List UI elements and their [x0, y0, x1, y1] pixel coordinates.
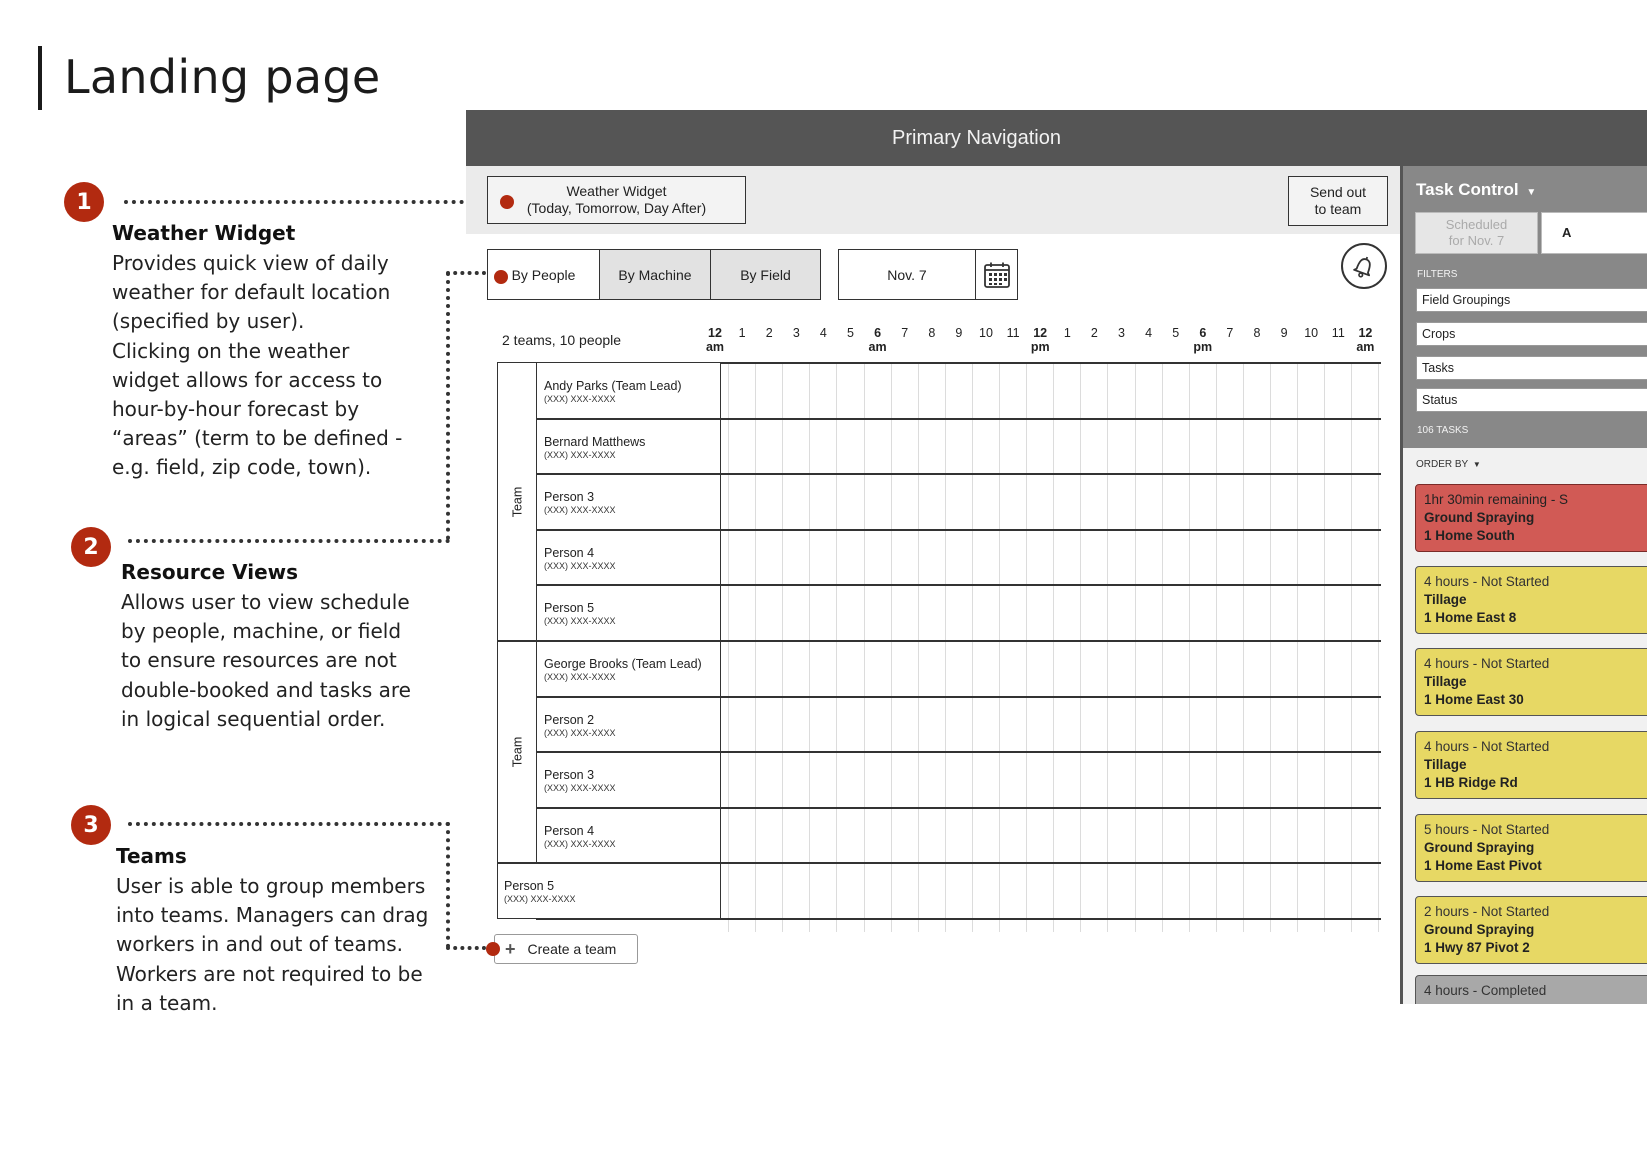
row-divider	[497, 640, 1381, 642]
task-card[interactable]	[1415, 566, 1647, 634]
task-card[interactable]	[1415, 896, 1647, 964]
hour-tick-label	[1161, 326, 1191, 340]
hour-tick-value: 1	[1063, 326, 1071, 340]
hour-tick-value: 3	[1118, 326, 1125, 340]
task-card-task: Tillage	[1424, 592, 1467, 607]
task-card-task: Tillage	[1424, 674, 1467, 689]
primary-navigation[interactable]	[466, 110, 1647, 166]
task-control-panel	[1400, 166, 1647, 1004]
hour-gridline	[891, 362, 892, 932]
person-phone: (XXX) XXX-XXXX	[544, 449, 616, 460]
hour-gridline	[1270, 362, 1271, 932]
hour-gridline	[1026, 362, 1027, 932]
view-by-people-tab[interactable]: By People	[488, 250, 599, 299]
hour-tick-value: 6	[1199, 326, 1207, 340]
task-card-status: 4 hours - Not Started	[1424, 656, 1550, 671]
hour-gridline	[1324, 362, 1325, 932]
create-team-button[interactable]	[494, 934, 638, 964]
hour-gridline	[1351, 362, 1352, 932]
hour-gridline	[1297, 362, 1298, 932]
annotation-2-heading: Resource Views	[121, 560, 299, 584]
person-phone: (XXX) XXX-XXXX	[544, 672, 616, 682]
hour-gridline	[1378, 362, 1379, 932]
hour-gridline	[1189, 362, 1190, 932]
hour-tick-value: 10	[1304, 326, 1319, 340]
person-phone: (XXX) XXX-XXXX	[544, 783, 616, 794]
hour-gridline	[1216, 362, 1217, 932]
hour-tick-period: am	[705, 340, 725, 354]
hour-tick-value: 6	[874, 326, 882, 340]
hour-gridline	[972, 362, 973, 932]
send-button-line2: to team	[1314, 201, 1362, 217]
weather-widget-subtitle: (Today, Tomorrow, Day After)	[526, 200, 707, 216]
row-divider	[536, 473, 1381, 475]
hour-tick-label	[700, 326, 730, 354]
plus-icon: +	[505, 938, 516, 959]
title-accent-bar	[38, 46, 42, 110]
row-divider	[497, 862, 1381, 864]
row-divider	[536, 584, 1381, 586]
annotation-2-leader-vertical	[446, 272, 450, 540]
task-card-status: 2 hours - Not Started	[1424, 904, 1550, 919]
task-card[interactable]	[1415, 731, 1647, 799]
task-card-task: Tillage	[1424, 757, 1467, 772]
tab-scheduled[interactable]	[1415, 212, 1538, 254]
hour-tick-value: 2	[1090, 326, 1098, 340]
hour-gridline	[1053, 362, 1054, 932]
annotation-2-badge: 2	[71, 527, 111, 567]
person-phone: (XXX) XXX-XXXX	[544, 838, 616, 849]
hour-tick-period: pm	[1030, 340, 1050, 354]
row-divider	[536, 696, 1381, 698]
person-row[interactable]	[538, 530, 722, 586]
hour-gridline	[809, 362, 810, 932]
annotation-1-marker	[500, 195, 514, 209]
hour-gridline	[1135, 362, 1136, 932]
weather-widget-title: Weather Widget	[566, 183, 667, 199]
hour-tick-value: 9	[1280, 326, 1288, 340]
row-divider	[536, 918, 1381, 920]
hour-gridline	[1243, 362, 1244, 932]
order-by-label: ORDER BY	[1416, 459, 1469, 470]
task-card[interactable]	[1415, 814, 1647, 882]
person-name: Person 2	[544, 712, 595, 727]
team-2-label-text: Team	[509, 736, 524, 768]
hour-tick-value: 10	[979, 326, 993, 340]
person-phone: (XXX) XXX-XXXX	[544, 394, 616, 404]
annotation-3-leader-bottom	[446, 946, 486, 950]
filter-tasks[interactable]: Tasks	[1416, 356, 1647, 380]
task-card-field: 1 Home East 30	[1424, 692, 1524, 707]
filter-status[interactable]: Status	[1416, 388, 1647, 412]
person-phone: (XXX) XXX-XXXX	[544, 727, 616, 738]
person-row[interactable]	[538, 808, 722, 864]
calendar-icon[interactable]	[976, 250, 1017, 299]
hour-tick-value: 5	[1172, 326, 1180, 340]
hour-tick-period: am	[1356, 340, 1375, 354]
person-name: Person 4	[544, 823, 595, 838]
hour-tick-label	[836, 326, 866, 340]
create-team-label: Create a team	[527, 941, 617, 957]
tab-scheduled-line2: for Nov. 7	[1448, 233, 1505, 248]
person-row[interactable]	[538, 641, 722, 697]
person-name: Person 3	[544, 490, 595, 505]
date-value: Nov. 7	[839, 250, 976, 299]
hour-tick-value: 7	[901, 326, 909, 340]
hour-tick-value: 8	[1253, 326, 1261, 340]
task-card-task: Ground Spraying	[1424, 922, 1535, 937]
person-row[interactable]	[538, 363, 722, 419]
hour-tick-label	[781, 326, 811, 340]
task-card-task: Ground Spraying	[1424, 840, 1535, 855]
tab-all[interactable]	[1541, 212, 1647, 254]
annotation-1-badge: 1	[64, 182, 104, 222]
annotation-3-body: User is able to group members into teams. Managers can drag workers in and out of teams. Workers are not required to be in a team.	[116, 874, 429, 1015]
hour-tick-value: 9	[955, 326, 963, 340]
weather-widget-button[interactable]	[487, 176, 746, 224]
person-row[interactable]	[538, 419, 722, 475]
annotation-2-marker	[494, 270, 508, 284]
hour-tick-label	[1215, 326, 1245, 340]
send-button-line1: Send out	[1309, 184, 1367, 200]
person-name: Person 5	[544, 601, 595, 616]
hour-tick-label	[808, 326, 838, 340]
hour-tick-value: 8	[928, 326, 936, 340]
hour-tick-value: 12	[1358, 326, 1373, 340]
task-card-field: 1 Home South	[1424, 528, 1515, 543]
task-count: 106 TASKS	[1417, 425, 1469, 436]
annotation-3-badge: 3	[71, 805, 111, 845]
row-divider	[536, 807, 1381, 809]
hour-tick-label	[863, 326, 893, 354]
hour-tick-label	[1269, 326, 1299, 340]
filter-crops[interactable]: Crops	[1416, 322, 1647, 346]
hour-gridline	[728, 362, 729, 932]
person-name: George Brooks (Team Lead)	[544, 657, 702, 671]
hour-tick-label	[1025, 326, 1055, 354]
person-row[interactable]	[498, 863, 722, 919]
team-1-label-text: Team	[509, 486, 524, 518]
annotation-1-leader	[124, 200, 488, 204]
hour-tick-label	[754, 326, 784, 340]
hour-tick-label	[1350, 326, 1380, 354]
schedule-grid	[497, 362, 1381, 919]
page-title: Landing page	[64, 50, 381, 104]
hour-tick-value: 4	[1145, 326, 1153, 340]
hour-tick-label	[727, 326, 757, 340]
hour-gridline	[1162, 362, 1163, 932]
tab-scheduled-line1: Scheduled	[1445, 217, 1508, 232]
hour-tick-value: 1	[738, 326, 746, 340]
task-card-status: 4 hours - Completed	[1424, 983, 1547, 998]
annotation-1-heading: Weather Widget	[112, 221, 296, 245]
people-summary: 2 teams, 10 people	[502, 332, 622, 348]
view-by-field-tab[interactable]: By Field	[710, 250, 820, 299]
hour-gridline	[918, 362, 919, 932]
annotation-2-leader-top	[446, 271, 486, 275]
row-divider	[536, 529, 1381, 531]
task-card-status: 1hr 30min remaining - S	[1424, 492, 1569, 507]
hour-gridline	[1080, 362, 1081, 932]
team-1-label[interactable]	[498, 363, 537, 641]
hour-tick-label	[917, 326, 947, 340]
filter-field-groupings[interactable]: Field Groupings	[1416, 288, 1647, 312]
hour-gridline	[999, 362, 1000, 932]
person-name: Andy Parks (Team Lead)	[544, 379, 682, 393]
task-control-title[interactable]	[1416, 180, 1536, 200]
task-card-field: 1 Hwy 87 Pivot 2	[1424, 940, 1530, 955]
hour-tick-label	[1107, 326, 1137, 340]
person-row[interactable]	[538, 474, 722, 530]
hour-gridline	[1107, 362, 1108, 932]
hour-gridline	[836, 362, 837, 932]
person-row[interactable]	[538, 697, 722, 753]
person-phone: (XXX) XXX-XXXX	[544, 616, 616, 627]
annotation-3-leader-vertical	[446, 822, 450, 948]
hour-tick-label	[1242, 326, 1272, 340]
task-card[interactable]	[1415, 484, 1647, 552]
hour-tick-label	[1296, 326, 1326, 340]
resource-view-toggle	[487, 249, 821, 300]
hour-tick-label	[1134, 326, 1164, 340]
task-control-title-text: Task Control	[1416, 180, 1519, 199]
annotation-2-leader	[128, 539, 450, 543]
row-divider	[721, 362, 1381, 364]
person-phone: (XXX) XXX-XXXX	[544, 505, 616, 516]
task-card-field: 1 Home East 8	[1424, 610, 1517, 625]
primary-navigation-label: Primary Navigation	[892, 126, 1061, 149]
person-name: Person 3	[544, 768, 595, 783]
row-divider	[536, 751, 1381, 753]
person-phone: (XXX) XXX-XXXX	[544, 560, 616, 571]
hour-tick-value: 12	[1033, 326, 1048, 340]
annotation-3-marker	[486, 942, 500, 956]
hour-tick-value: 11	[1006, 326, 1020, 340]
hour-gridline	[755, 362, 756, 932]
hour-tick-label	[944, 326, 974, 340]
team-2-label[interactable]	[498, 641, 537, 863]
hour-tick-label	[998, 326, 1028, 340]
person-row[interactable]	[538, 752, 722, 808]
task-card-task: Ground Spraying	[1424, 510, 1535, 525]
filters-label: FILTERS	[1417, 269, 1458, 280]
notification-bell-icon[interactable]	[1341, 243, 1387, 289]
person-row[interactable]	[538, 585, 722, 641]
annotation-2-body: Allows user to view schedule by people, machine, or field to ensure resources are not double-booked and tasks are in logical sequential order.	[121, 590, 411, 731]
tab-all-label: A	[1562, 225, 1572, 240]
person-name: Bernard Matthews	[544, 434, 646, 449]
task-card-status: 4 hours - Not Started	[1424, 574, 1550, 589]
hour-tick-value: 7	[1226, 326, 1234, 340]
date-picker[interactable]	[838, 249, 1018, 300]
hour-tick-label	[1188, 326, 1218, 354]
task-card-field: 1 Home East Pivot	[1424, 858, 1542, 873]
view-by-machine-tab[interactable]: By Machine	[599, 250, 710, 299]
hour-tick-period: pm	[1193, 340, 1213, 354]
row-divider	[536, 418, 1381, 420]
task-card-field: 1 HB Ridge Rd	[1424, 775, 1518, 790]
person-name: Person 5	[504, 879, 555, 894]
hour-tick-label	[971, 326, 1001, 340]
task-card-status: 4 hours - Not Started	[1424, 739, 1550, 754]
task-card[interactable]	[1415, 648, 1647, 716]
annotation-3-leader	[128, 822, 450, 826]
order-by-dropdown[interactable]	[1416, 459, 1481, 470]
hour-tick-label	[1052, 326, 1082, 340]
hour-tick-value: 11	[1331, 326, 1345, 340]
hour-tick-value: 3	[792, 326, 800, 340]
hour-tick-value: 12	[708, 326, 722, 340]
task-card-status: 5 hours - Not Started	[1424, 822, 1550, 837]
hour-tick-label	[890, 326, 920, 340]
annotation-1-body: Provides quick view of daily weather for default location (specified by user). Clicking on the weather widget allows for access to hour-by-hour forecast by “areas” (term to be defined - e.g. field, zip code, town).	[112, 251, 403, 480]
hour-tick-value: 4	[819, 326, 827, 340]
task-card[interactable]	[1415, 975, 1647, 1004]
hour-tick-label	[1079, 326, 1109, 340]
caret-down-icon: ▼	[1472, 460, 1481, 469]
hour-tick-value: 5	[847, 326, 854, 340]
hour-gridline	[864, 362, 865, 932]
caret-down-icon: ▼	[1526, 187, 1537, 198]
hour-gridline	[945, 362, 946, 932]
send-to-team-button[interactable]	[1288, 176, 1388, 226]
annotation-3-heading: Teams	[116, 844, 187, 868]
hour-tick-value: 2	[765, 326, 773, 340]
hour-gridline	[782, 362, 783, 932]
hour-tick-period: am	[868, 340, 887, 354]
person-name: Person 4	[544, 545, 595, 560]
hour-tick-label	[1323, 326, 1353, 340]
person-phone: (XXX) XXX-XXXX	[504, 894, 576, 905]
